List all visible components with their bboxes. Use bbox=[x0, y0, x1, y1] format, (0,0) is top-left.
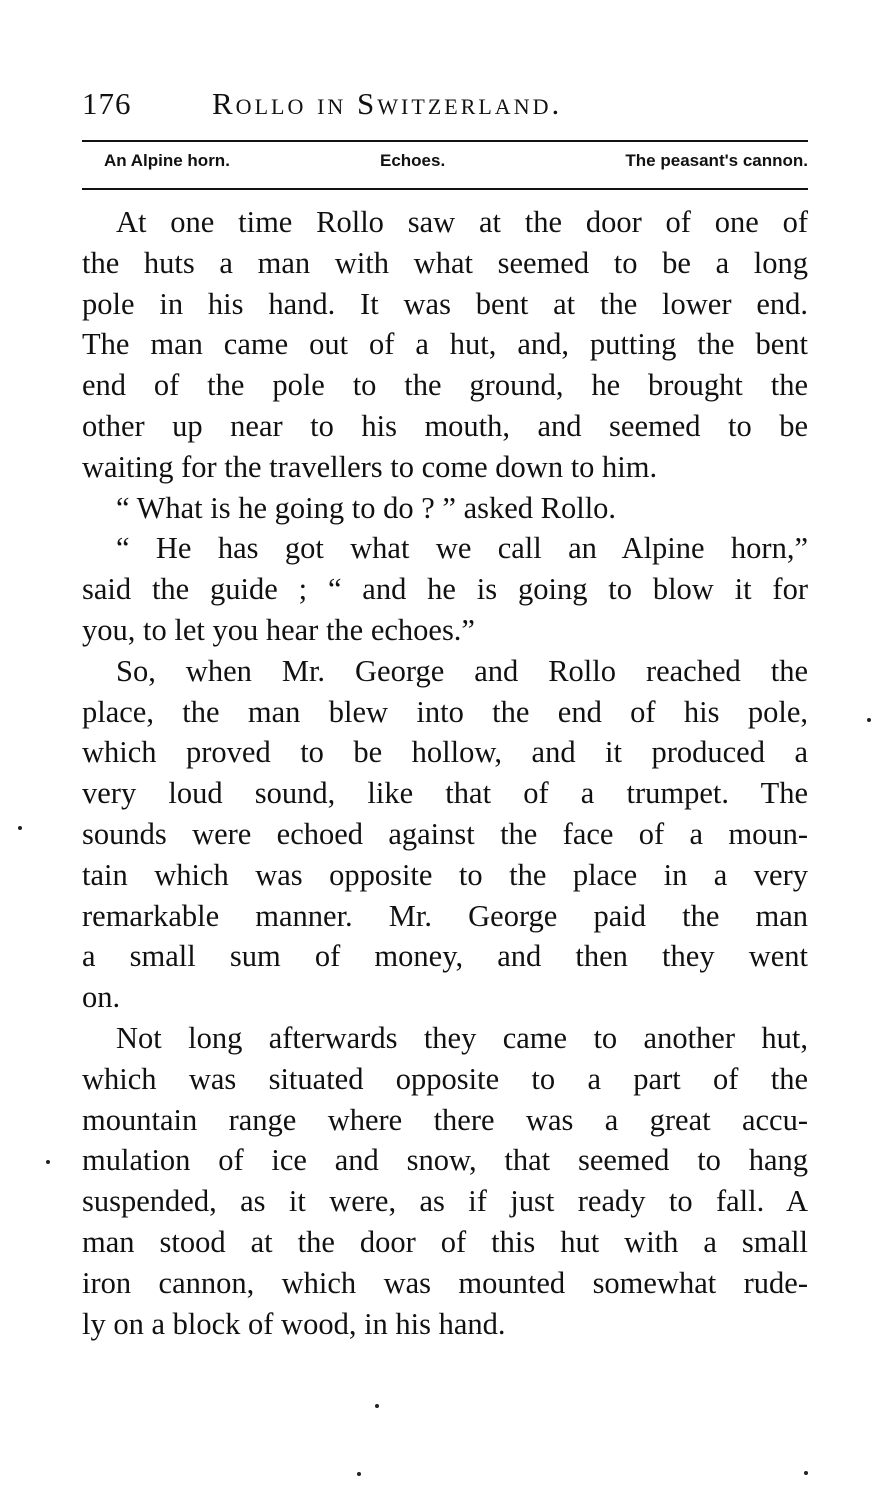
text-line: on. bbox=[82, 980, 121, 1015]
page-number: 176 bbox=[82, 86, 132, 121]
text-line: sounds were echoed against the face of a moun- bbox=[82, 816, 808, 851]
text-line: “ He has got what we call an Alpine horn,” bbox=[116, 531, 808, 566]
topic-peasants-cannon: The peasant's cannon. bbox=[625, 151, 808, 170]
header-rule-top bbox=[82, 140, 808, 142]
text-line: iron cannon, which was mounted somewhat rude- bbox=[82, 1265, 808, 1300]
text-line: pole in his hand. It was bent at the lower end. bbox=[82, 286, 808, 321]
ink-speck bbox=[46, 1160, 50, 1164]
body-text bbox=[82, 202, 808, 1344]
ink-speck bbox=[18, 826, 22, 830]
topic-echoes: Echoes. bbox=[380, 151, 446, 170]
text-line: which was situated opposite to a part of the bbox=[82, 1061, 808, 1096]
text-line: So, when Mr. George and Rollo reached the bbox=[116, 653, 808, 688]
ink-speck bbox=[804, 1471, 808, 1475]
text-line: very loud sound, like that of a trumpet. The bbox=[82, 776, 808, 811]
text-line: place, the man blew into the end of his pole, bbox=[82, 694, 808, 729]
text-line: At one time Rollo saw at the door of one of bbox=[116, 205, 808, 239]
ink-speck bbox=[357, 1472, 361, 1476]
ink-speck bbox=[375, 1404, 379, 1408]
text-line: the huts a man with what seemed to be a long bbox=[82, 245, 808, 280]
topic-alpine-horn: An Alpine horn. bbox=[104, 151, 230, 170]
text-line: said the guide ; “ and he is going to blow it for bbox=[82, 572, 808, 607]
running-head bbox=[82, 86, 808, 130]
text-line: other up near to his mouth, and seemed to be bbox=[82, 408, 808, 443]
text-line: you, to let you hear the echoes.” bbox=[82, 612, 475, 647]
text-line: suspended, as it were, as if just ready to fall. A bbox=[82, 1184, 808, 1219]
text-line: “ What is he going to do ? ” asked Rollo. bbox=[116, 490, 617, 525]
text-line: end of the pole to the ground, he brought the bbox=[82, 368, 808, 403]
text-line: mountain range where there was a great accu- bbox=[82, 1102, 808, 1137]
topic-headings bbox=[82, 147, 808, 179]
ink-speck bbox=[867, 718, 871, 722]
text-line: waiting for the travellers to come down to him. bbox=[82, 449, 658, 484]
header-rule-bottom bbox=[82, 188, 808, 190]
text-line: man stood at the door of this hut with a small bbox=[82, 1224, 808, 1259]
text-line: remarkable manner. Mr. George paid the man bbox=[82, 898, 808, 933]
book-title: Rollo in Switzerland. bbox=[212, 86, 563, 121]
text-line: ly on a block of wood, in his hand. bbox=[82, 1306, 506, 1341]
text-line: a small sum of money, and then they went bbox=[82, 939, 808, 974]
text-line: Not long afterwards they came to another hut, bbox=[116, 1020, 808, 1055]
text-line: The man came out of a hut, and, putting the bent bbox=[82, 327, 808, 362]
text-line: which proved to be hollow, and it produced a bbox=[82, 735, 808, 770]
text-line: tain which was opposite to the place in a very bbox=[82, 857, 808, 892]
text-line: mulation of ice and snow, that seemed to hang bbox=[82, 1143, 808, 1178]
